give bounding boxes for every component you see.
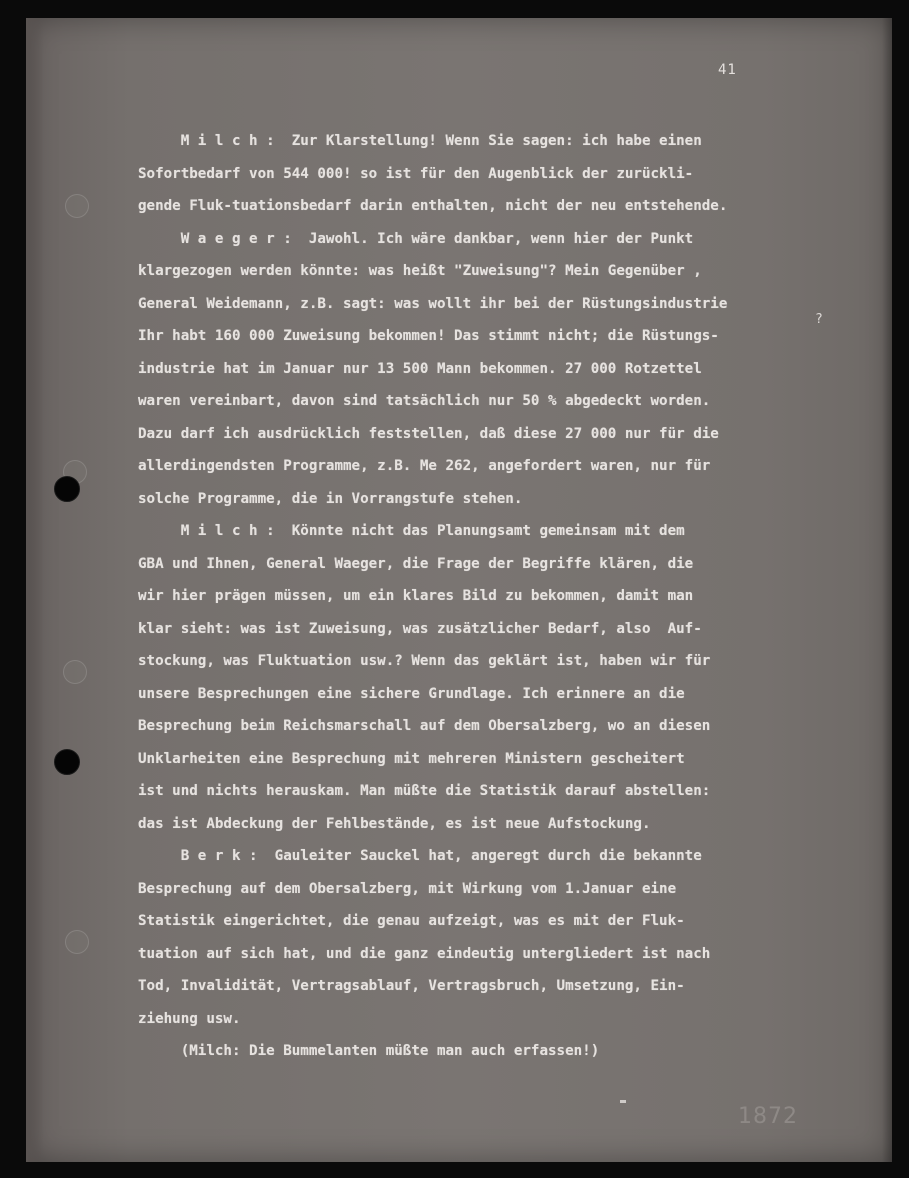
punch-hole (54, 476, 80, 502)
text-line: Dazu darf ich ausdrücklich feststellen, daß diese 27 000 nur für die (138, 425, 719, 442)
text-line: klar sieht: was ist Zuweisung, was zusätzlicher Bedarf, also Auf- (138, 620, 702, 637)
text-line: tuation auf sich hat, und die ganz eindeutig untergliedert ist nach (138, 945, 711, 962)
text-line: wir hier prägen müssen, um ein klares Bild zu bekommen, damit man (138, 588, 694, 604)
page-number: 41 (718, 62, 737, 78)
punch-hole (54, 749, 80, 775)
text-line: klargezogen werden könnte: was heißt "Zuweisung"? Mein Gegenüber , (138, 263, 702, 279)
text-line: W a e g e r : Jawohl. Ich wäre dankbar, wenn hier der Punkt (138, 230, 694, 247)
text-line: B e r k : Gauleiter Sauckel hat, angeregt durch die bekannte (138, 848, 702, 864)
typed-dash (620, 1100, 626, 1103)
text-line: allerdingendsten Programme, z.B. Me 262, angefordert waren, nur für (138, 458, 711, 474)
faint-punch-hole (65, 930, 89, 954)
text-line: industrie hat im Januar nur 13 500 Mann bekommen. 27 000 Rotzettel (138, 360, 702, 377)
text-line: Unklarheiten eine Besprechung mit mehreren Ministern gescheitert (138, 750, 685, 767)
text-line: gende Fluk-tuationsbedarf darin enthalten, nicht der neu entstehende. (138, 198, 728, 214)
text-line: Tod, Invalidität, Vertragsablauf, Vertragsbruch, Umsetzung, Ein- (138, 978, 685, 994)
text-line: General Weidemann, z.B. sagt: was wollt ihr bei der Rüstungsindustrie (138, 295, 728, 312)
archive-stamp-number: 1872 (738, 1104, 798, 1129)
text-line: Ihr habt 160 000 Zuweisung bekommen! Das stimmt nicht; die Rüstungs- (138, 328, 719, 344)
text-line: ist und nichts herauskam. Man müßte die Statistik darauf abstellen: (138, 783, 711, 799)
text-line: Besprechung auf dem Obersalzberg, mit Wirkung vom 1.Januar eine (138, 880, 677, 897)
text-line: unsere Besprechungen eine sichere Grundlage. Ich erinnere an die (138, 685, 685, 702)
sheet-shadow (26, 18, 44, 1162)
sheet-edge (882, 18, 892, 1162)
faint-punch-hole (63, 660, 87, 684)
text-line: solche Programme, die in Vorrangstufe stehen. (138, 490, 523, 507)
text-line: M i l c h : Könnte nicht das Planungsamt gemeinsam mit dem (138, 523, 685, 539)
text-line: M i l c h : Zur Klarstellung! Wenn Sie sagen: ich habe einen (138, 133, 702, 149)
transcript-body (138, 125, 838, 1068)
text-line: (Milch: Die Bummelanten müßte man auch erfassen!) (138, 1043, 600, 1059)
margin-question-mark: ? (815, 312, 823, 327)
faint-punch-hole (65, 194, 89, 218)
text-line: waren vereinbart, davon sind tatsächlich nur 50 % abgedeckt worden. (138, 393, 711, 409)
text-line: Sofortbedarf von 544 000! so ist für den Augenblick der zurückli- (138, 165, 694, 182)
text-line: Statistik eingerichtet, die genau aufzeigt, was es mit der Fluk- (138, 913, 685, 929)
text-line: das ist Abdeckung der Fehlbestände, es ist neue Aufstockung. (138, 815, 651, 832)
text-line: stockung, was Fluktuation usw.? Wenn das geklärt ist, haben wir für (138, 653, 711, 669)
text-line: GBA und Ihnen, General Waeger, die Frage der Begriffe klären, die (138, 555, 694, 572)
text-line: Besprechung beim Reichsmarschall auf dem Obersalzberg, wo an diesen (138, 718, 711, 734)
text-line: ziehung usw. (138, 1010, 241, 1027)
